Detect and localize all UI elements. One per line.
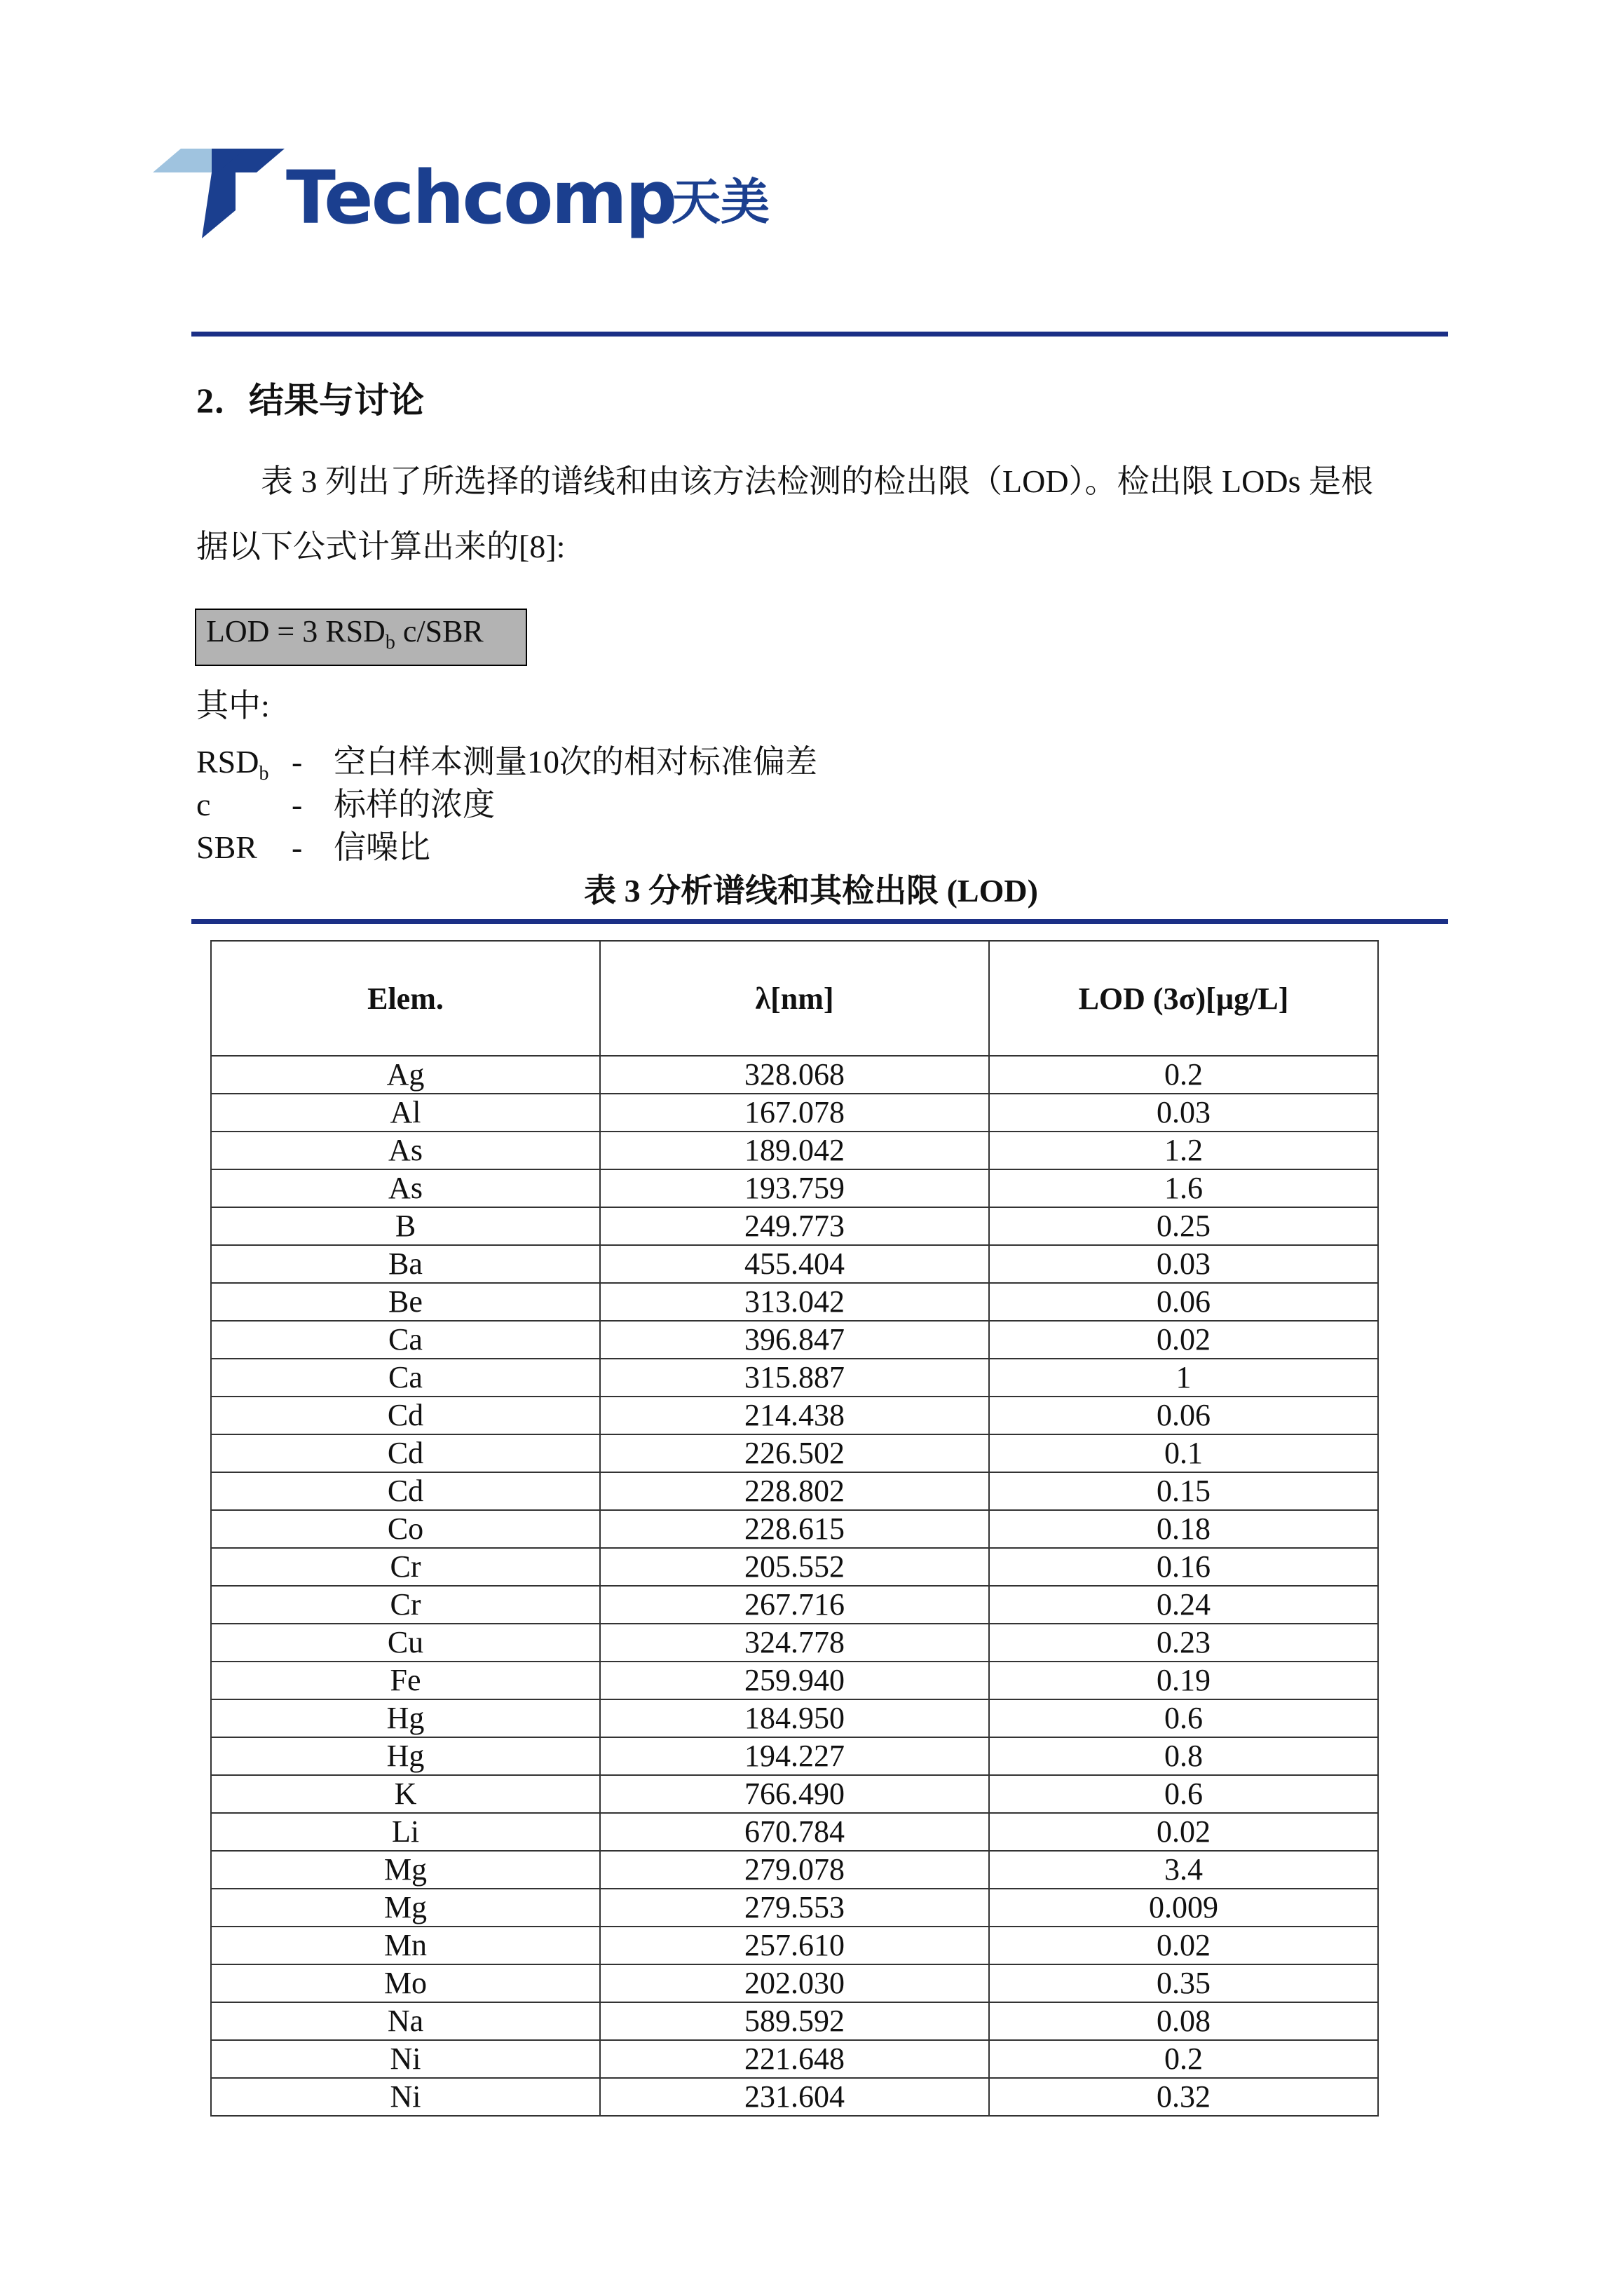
cell-element: Hg <box>211 1699 600 1737</box>
table-row <box>211 1737 1378 1775</box>
cell-lod: 0.06 <box>989 1397 1378 1434</box>
table-row <box>211 1132 1378 1169</box>
table-row <box>211 1359 1378 1397</box>
cell-wavelength: 221.648 <box>600 2040 989 2078</box>
table-row <box>211 1586 1378 1624</box>
techcomp-logo <box>153 149 784 247</box>
table-row <box>211 2040 1378 2078</box>
table-row <box>211 1548 1378 1586</box>
table-row <box>211 1472 1378 1510</box>
table-row <box>211 1434 1378 1472</box>
definition-dash: - <box>292 787 303 822</box>
intro-line-2: 据以下公式计算出来的[8]: <box>196 529 566 564</box>
definition-dash: - <box>292 744 303 780</box>
cell-wavelength: 279.553 <box>600 1889 989 1927</box>
cell-lod: 1.2 <box>989 1132 1378 1169</box>
cell-wavelength: 226.502 <box>600 1434 989 1472</box>
cell-wavelength: 205.552 <box>600 1548 989 1586</box>
table-row <box>211 1245 1378 1283</box>
table-caption: 表 3 分析谱线和其检出限 (LOD) <box>584 873 1038 909</box>
cell-element: Na <box>211 2002 600 2040</box>
cell-element: Cd <box>211 1397 600 1434</box>
cell-wavelength: 214.438 <box>600 1397 989 1434</box>
lod-table <box>210 940 1379 2117</box>
table-row <box>211 1964 1378 2002</box>
cell-lod: 3.4 <box>989 1851 1378 1889</box>
cell-wavelength: 202.030 <box>600 1964 989 2002</box>
cell-lod: 0.25 <box>989 1207 1378 1245</box>
cell-wavelength: 313.042 <box>600 1283 989 1321</box>
cell-wavelength: 324.778 <box>600 1624 989 1662</box>
cell-wavelength: 670.784 <box>600 1813 989 1851</box>
cell-element: B <box>211 1207 600 1245</box>
cell-lod: 0.35 <box>989 1964 1378 2002</box>
cell-wavelength: 194.227 <box>600 1737 989 1775</box>
cell-wavelength: 228.802 <box>600 1472 989 1510</box>
cell-lod: 0.009 <box>989 1889 1378 1927</box>
cell-wavelength: 267.716 <box>600 1586 989 1624</box>
cell-element: Fe <box>211 1662 600 1699</box>
cell-lod: 0.6 <box>989 1775 1378 1813</box>
definition-symbol: $RSD_b$ <box>196 744 269 785</box>
definition-text: 空白样本测量10次的相对标准偏差 <box>334 744 817 780</box>
cell-element: K <box>211 1775 600 1813</box>
table-row <box>211 1169 1378 1207</box>
cell-element: Be <box>211 1283 600 1321</box>
table-row <box>211 1851 1378 1889</box>
cell-wavelength: 231.604 <box>600 2078 989 2116</box>
cell-element: Ca <box>211 1359 600 1397</box>
formula-subscript: b <box>385 631 395 653</box>
table-header-row <box>211 941 1378 1056</box>
header-element: Elem. <box>211 941 600 1056</box>
cell-lod: 0.8 <box>989 1737 1378 1775</box>
cell-element: Hg <box>211 1737 600 1775</box>
formula-box <box>195 609 527 666</box>
cell-lod: 0.2 <box>989 1056 1378 1094</box>
table-top-rule <box>191 919 1448 924</box>
header-lod: LOD (3σ)[µg/L] <box>989 941 1378 1056</box>
cell-lod: 0.23 <box>989 1624 1378 1662</box>
table-row <box>211 1056 1378 1094</box>
cell-lod: 0.2 <box>989 2040 1378 2078</box>
cell-element: Cd <box>211 1434 600 1472</box>
cell-lod: 0.03 <box>989 1245 1378 1283</box>
cell-lod: 0.02 <box>989 1927 1378 1964</box>
formula-suffix: c/SBR <box>395 614 484 648</box>
cell-element: Ni <box>211 2078 600 2116</box>
formula-prefix: LOD = 3 RSD <box>206 614 386 648</box>
cell-element: Cr <box>211 1586 600 1624</box>
cell-wavelength: 315.887 <box>600 1359 989 1397</box>
header-rule <box>191 332 1448 337</box>
cell-element: Ba <box>211 1245 600 1283</box>
table-row <box>211 1510 1378 1548</box>
cell-wavelength: 279.078 <box>600 1851 989 1889</box>
definition-text: 标样的浓度 <box>334 787 495 822</box>
cell-lod: 0.15 <box>989 1472 1378 1510</box>
cell-wavelength: 189.042 <box>600 1132 989 1169</box>
cell-lod: 0.02 <box>989 1813 1378 1851</box>
cell-wavelength: 396.847 <box>600 1321 989 1359</box>
table-row <box>211 1283 1378 1321</box>
table-row <box>211 1699 1378 1737</box>
cell-lod: 0.1 <box>989 1434 1378 1472</box>
logo-brand-cn-text: 天美 <box>672 173 770 231</box>
cell-wavelength: 167.078 <box>600 1094 989 1132</box>
cell-wavelength: 766.490 <box>600 1775 989 1813</box>
cell-element: As <box>211 1132 600 1169</box>
table-row <box>211 1624 1378 1662</box>
cell-lod: 0.03 <box>989 1094 1378 1132</box>
cell-element: Cd <box>211 1472 600 1510</box>
table-row <box>211 2078 1378 2116</box>
cell-element: Li <box>211 1813 600 1851</box>
cell-element: Ca <box>211 1321 600 1359</box>
table-row <box>211 1397 1378 1434</box>
table-row <box>211 1321 1378 1359</box>
cell-element: Al <box>211 1094 600 1132</box>
logo-brand-text: Techcomp <box>286 155 676 240</box>
cell-wavelength: 249.773 <box>600 1207 989 1245</box>
table-row <box>211 1662 1378 1699</box>
cell-lod: 0.19 <box>989 1662 1378 1699</box>
table-row <box>211 1207 1378 1245</box>
definition-symbol: c <box>196 787 211 822</box>
cell-element: Ni <box>211 2040 600 2078</box>
header-wavelength: λ[nm] <box>600 941 989 1056</box>
table-row <box>211 2002 1378 2040</box>
cell-lod: 0.24 <box>989 1586 1378 1624</box>
where-label: 其中: <box>196 688 270 724</box>
cell-wavelength: 184.950 <box>600 1699 989 1737</box>
cell-element: Ag <box>211 1056 600 1094</box>
cell-lod: 0.06 <box>989 1283 1378 1321</box>
intro-line-1: 表 3 列出了所选择的谱线和由该方法检测的检出限（LOD）。检出限 LODs 是根 <box>261 463 1373 499</box>
cell-element: Co <box>211 1510 600 1548</box>
definition-text: 信噪比 <box>334 829 430 865</box>
cell-element: Mo <box>211 1964 600 2002</box>
cell-wavelength: 193.759 <box>600 1169 989 1207</box>
cell-element: Mg <box>211 1889 600 1927</box>
table-row <box>211 1889 1378 1927</box>
cell-lod: 1.6 <box>989 1169 1378 1207</box>
cell-wavelength: 257.610 <box>600 1927 989 1964</box>
cell-wavelength: 259.940 <box>600 1662 989 1699</box>
cell-lod: 0.02 <box>989 1321 1378 1359</box>
table-row <box>211 1927 1378 1964</box>
definition-symbol: SBR <box>196 829 257 865</box>
table-row <box>211 1094 1378 1132</box>
cell-wavelength: 328.068 <box>600 1056 989 1094</box>
cell-wavelength: 589.592 <box>600 2002 989 2040</box>
cell-element: Cr <box>211 1548 600 1586</box>
cell-lod: 0.32 <box>989 2078 1378 2116</box>
cell-lod: 0.08 <box>989 2002 1378 2040</box>
cell-wavelength: 228.615 <box>600 1510 989 1548</box>
cell-lod: 0.6 <box>989 1699 1378 1737</box>
cell-lod: 0.16 <box>989 1548 1378 1586</box>
cell-lod: 1 <box>989 1359 1378 1397</box>
cell-wavelength: 455.404 <box>600 1245 989 1283</box>
section-heading: 2．结果与讨论 <box>196 381 424 420</box>
cell-element: Cu <box>211 1624 600 1662</box>
cell-lod: 0.18 <box>989 1510 1378 1548</box>
definition-dash: - <box>292 829 303 865</box>
table-row <box>211 1813 1378 1851</box>
cell-element: Mg <box>211 1851 600 1889</box>
cell-element: As <box>211 1169 600 1207</box>
cell-element: Mn <box>211 1927 600 1964</box>
intro-paragraph <box>196 449 1444 579</box>
table-row <box>211 1775 1378 1813</box>
